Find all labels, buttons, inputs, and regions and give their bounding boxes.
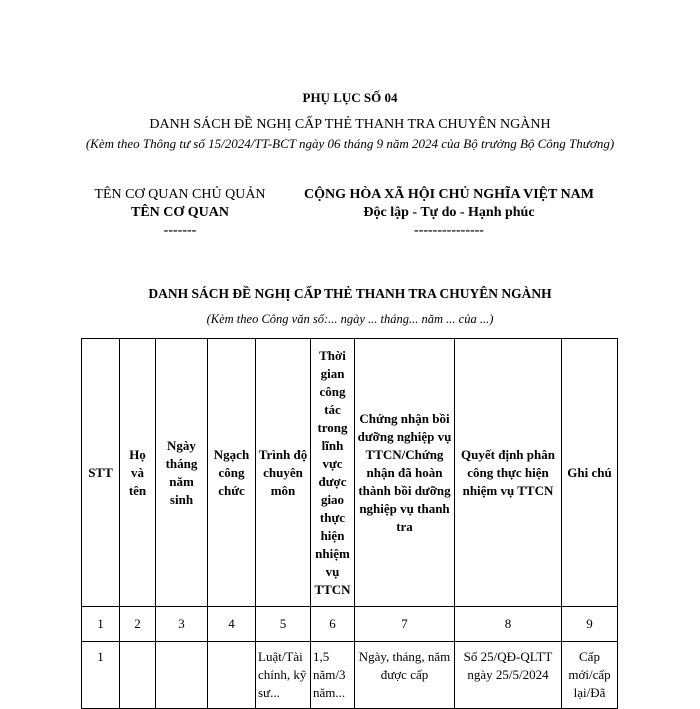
motto-divider: --------------- — [414, 223, 484, 238]
column-number: 4 — [208, 607, 256, 642]
managing-agency-label: TÊN CƠ QUAN CHỦ QUẢN — [94, 187, 266, 202]
cell-work-time: 1,5 năm/3 năm... — [311, 642, 355, 709]
col-header-notes: Ghi chú — [562, 339, 618, 607]
national-block — [288, 186, 610, 240]
agency-divider: ------- — [163, 223, 197, 238]
column-number: 3 — [156, 607, 208, 642]
column-number-row — [82, 607, 618, 642]
column-number: 5 — [256, 607, 311, 642]
col-header-civil-rank: Ngạch công chức — [208, 339, 256, 607]
document-subtitle: (Kèm theo Thông tư số 15/2024/TT-BCT ngày 06 tháng 9 năm 2024 của Bộ trưởng Bộ Công Thương) — [85, 136, 615, 151]
col-header-birthdate: Ngày tháng năm sinh — [156, 339, 208, 607]
column-number: 1 — [82, 607, 120, 642]
col-header-stt: STT — [82, 339, 120, 607]
col-header-name: Họ và tên — [120, 339, 156, 607]
cell-birthdate — [156, 642, 208, 709]
cell-assignment-decision: Số 25/QĐ-QLTT ngày 25/5/2024 — [455, 642, 562, 709]
agency-block — [80, 186, 280, 240]
cell-qualification: Luật/Tài chính, kỹ sư... — [256, 642, 311, 709]
nominee-table — [81, 338, 618, 709]
col-header-assignment-decision: Quyết định phân công thực hiện nhiệm vụ TTCN — [455, 339, 562, 607]
col-header-training-certificate: Chứng nhận bồi dưỡng nghiệp vụ TTCN/Chứng nhận đã hoàn thành bồi dưỡng nghiệp vụ thanh tra — [355, 339, 455, 607]
column-number: 9 — [562, 607, 618, 642]
header-row — [82, 339, 618, 607]
table-row — [82, 642, 618, 709]
list-title: DANH SÁCH ĐỀ NGHỊ CẤP THẺ THANH TRA CHUYÊN NGÀNH — [148, 286, 552, 301]
agency-label: TÊN CƠ QUAN — [130, 205, 229, 220]
column-number: 7 — [355, 607, 455, 642]
nation-name: CỘNG HÒA XÃ HỘI CHỦ NGHĨA VIỆT NAM — [303, 187, 594, 202]
cell-name — [120, 642, 156, 709]
appendix-title: PHỤ LỤC SỐ 04 — [302, 90, 398, 105]
cell-notes: Cấp mới/cấp lại/Đã — [562, 642, 618, 709]
col-header-work-time: Thời gian công tác trong lĩnh vực được giao thực hiện nhiệm vụ TTCN — [311, 339, 355, 607]
column-number: 2 — [120, 607, 156, 642]
cell-civil-rank — [208, 642, 256, 709]
cell-stt: 1 — [82, 642, 120, 709]
column-number: 6 — [311, 607, 355, 642]
col-header-qualification: Trình độ chuyên môn — [256, 339, 311, 607]
cell-training-certificate: Ngày, tháng, năm được cấp — [355, 642, 455, 709]
column-number: 8 — [455, 607, 562, 642]
list-subtitle: (Kèm theo Công văn số:... ngày ... tháng... năm ... của ...) — [206, 312, 494, 326]
document-title: DANH SÁCH ĐỀ NGHỊ CẤP THẺ THANH TRA CHUYÊN NGÀNH — [149, 117, 551, 132]
national-motto: Độc lập - Tự do - Hạnh phúc — [363, 205, 535, 220]
